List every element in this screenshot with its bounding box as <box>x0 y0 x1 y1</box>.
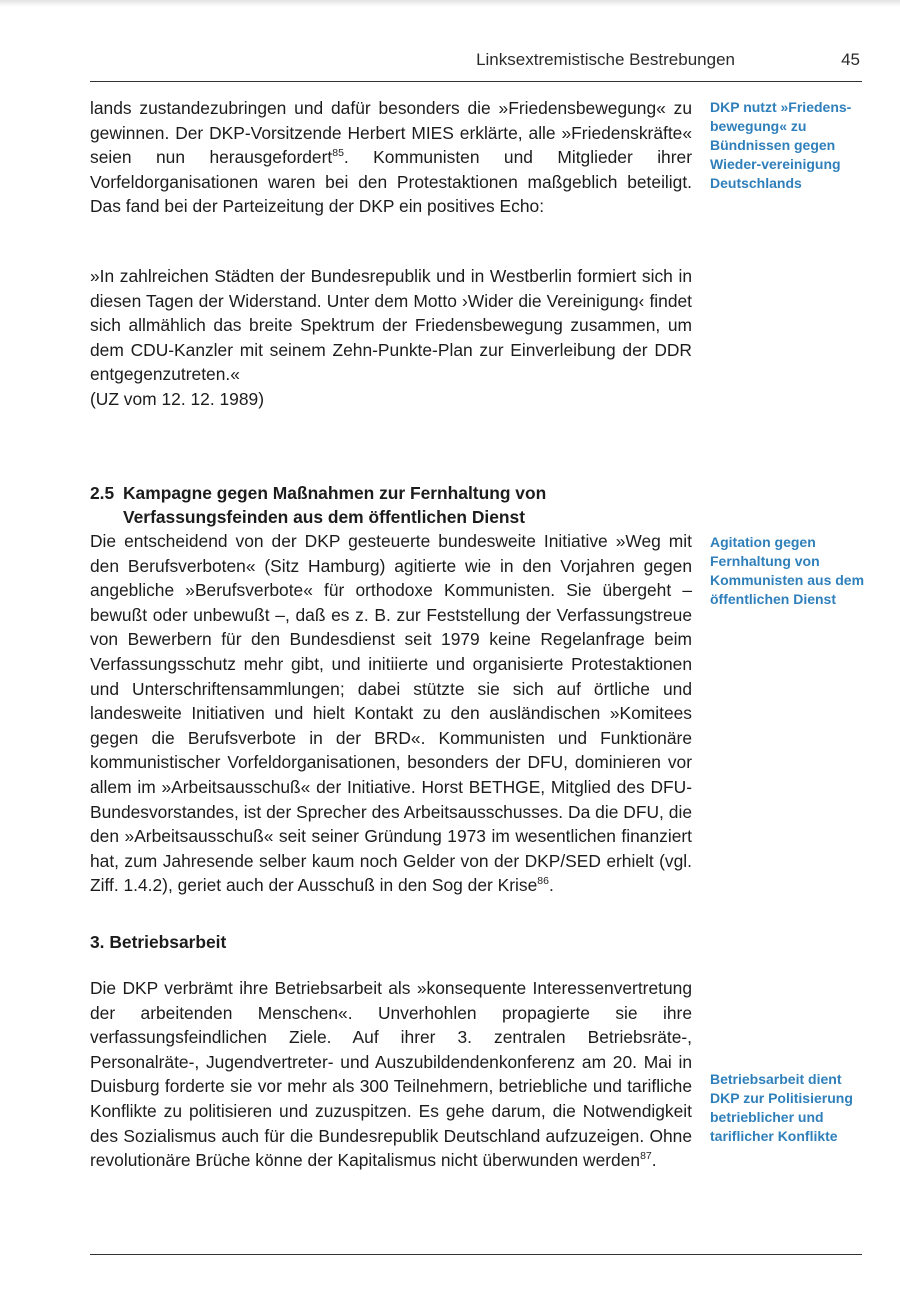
running-header-title: Linksextremistische Bestrebungen <box>476 50 735 69</box>
margin-note-berufsverbote: Agitation gegen Fernhaltung von Kommunisten aus dem öffentlichen Dienst <box>710 534 865 607</box>
footer-rule <box>90 1254 862 1255</box>
section-3-heading <box>90 930 692 954</box>
section-2-5-title: Kampagne gegen Maßnahmen zur Fernhaltung von Verfassungsfeinden aus dem öffentlichen Dienst <box>123 483 547 527</box>
intro-paragraph <box>90 96 692 219</box>
header-rule <box>90 81 862 82</box>
quote-source: (UZ vom 12. 12. 1989) <box>90 388 264 409</box>
footnote-ref-87: 87 <box>640 1150 652 1163</box>
section-3-number: 3. <box>90 932 105 952</box>
quote-text: »In zahlreichen Städten der Bundesrepublik und in Westberlin formiert sich in diesen Tagen der Widerstand. Unter dem Motto ›Wider die Vereinigung‹ findet sich allmählich das breite Spektrum der Friedensbewegung zusammen, um dem CDU-Kanzler mit seinem Zehn-Punkte-Plan zur Einverleibung der DDR entgegenzutreten.« <box>90 266 692 385</box>
section-2-5-number: 2.5 <box>90 483 115 503</box>
section-3-paragraph <box>90 976 692 1173</box>
section-3-text: Die DKP verbrämt ihre Betriebsarbeit als »konsequente Interessenvertretung der arbeitenden Menschen«. Unverhohlen propagierte sie ihre verfassungsfeindlichen Ziele. Auf ihrer 3. zentralen Betriebsräte-, Personalräte-, Jugendvertreter- und Auszubildendenkonferenz am 20. Mai in Duisburg forderte sie vor mehr als 300 Teilnehmern, betriebliche und tarifliche Konflikte zu politisieren und zuzuspitzen. Es gehe darum, die Notwendigkeit des Sozialismus auch für die Bundesrepublik Deutschland aufzuzeigen. Ohne revolutionäre Brüche könne der Kapitalismus nicht überwunden werden <box>90 978 692 1171</box>
section-2-5-paragraph <box>90 529 692 898</box>
section-2-5-text: Die entscheidend von der DKP gesteuerte bundesweite Initiative »Weg mit den Berufsverboten« (Sitz Hamburg) agitierte wie in den Vorjahren gegen angebliche »Berufsverbote« für orthodoxe Kommunisten. Sie übergeht – bewußt oder unbewußt –, daß es z. B. zur Feststellung der Verfassungstreue von Bewerbern für den Bundesdienst seit 1979 keine Regelanfrage beim Verfassungsschutz mehr gibt, und initiierte und organisierte Protestaktionen und Unterschriftensammlungen; dabei stützte sie sich auf örtliche und landesweite Initiativen und hielt Kontakt zu den ausländischen »Komitees gegen die Berufsverbote in der BRD«. Kommunisten und Funktionäre kommunistischer Vorfeldorganisationen, besonders der DFU, dominieren vor allem im »Arbeitsausschuß« der Initiative. Horst BETHGE, Mitglied des DFU-Bundesvorstandes, ist der Sprecher des Arbeitsausschusses. Da die DFU, die den »Arbeitsausschuß« seit seiner Gründung 1973 im wesentlichen finanziert hat, zum Jahresende selber kaum noch Gelder von der DKP/SED erhielt (vgl. Ziff. 1.4.2), geriet auch der Ausschuß in den Sog der Krise <box>90 531 692 896</box>
quote-paragraph <box>90 264 692 412</box>
scan-top-edge <box>0 0 900 7</box>
running-header <box>90 50 860 74</box>
page-number: 45 <box>841 50 860 69</box>
intro-text: lands zustandezubringen und dafür besonders die »Friedensbewegung« zu gewinnen. Der DKP-Vorsitzende Herbert MIES erklärte, alle »Friedenskräfte« seien nun herausgefordert <box>90 98 692 168</box>
footnote-ref-85: 85 <box>332 147 344 160</box>
footnote-ref-86: 86 <box>537 875 549 888</box>
margin-note-betriebsarbeit: Betriebsarbeit dient DKP zur Politisierung betrieblicher und tariflicher Konflikte <box>710 1071 853 1144</box>
section-2-5-heading <box>90 481 692 529</box>
section-3-text-after: . <box>651 1150 657 1171</box>
margin-note-friedensbewegung: DKP nutzt »Friedens-bewegung« zu Bündnissen gegen Wieder-vereinigung Deutschlands <box>710 99 852 191</box>
section-3-title: Betriebsarbeit <box>109 932 227 952</box>
section-2-5-text-after: . <box>548 875 554 896</box>
intro-text-after: . Kommunisten und Mitglieder ihrer Vorfeldorganisationen waren bei den Protestaktionen maßgeblich beteiligt. Das fand bei der Parteizeitung der DKP ein positives Echo: <box>90 147 692 217</box>
